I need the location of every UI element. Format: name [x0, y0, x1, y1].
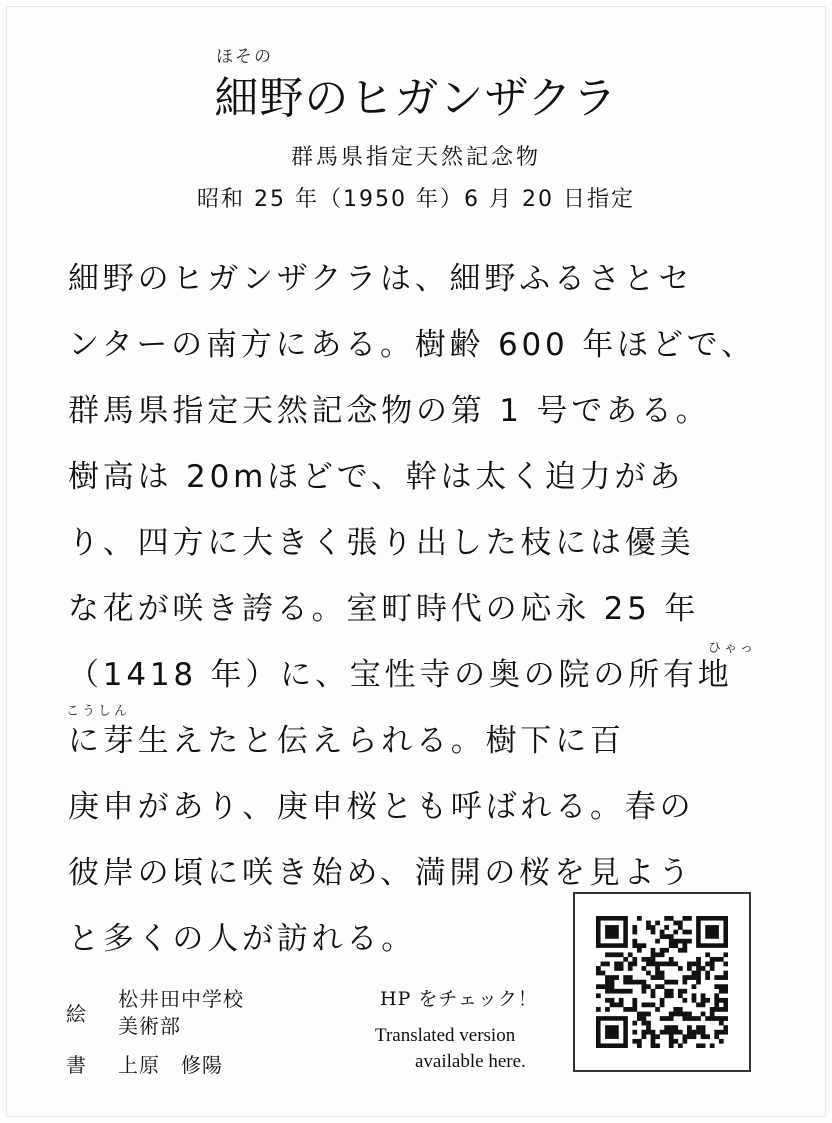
- writing-credit-name: 上原 修陽: [118, 1053, 223, 1077]
- body-line: 群馬県指定天然記念物の第 1 号である。: [68, 393, 711, 429]
- body-line: ンターの南方にある。樹齢 600 年ほどで、: [68, 327, 756, 363]
- picture-credit-school: 松井田中学校: [118, 987, 244, 1011]
- body-line: に芽生えたと伝えられる。樹下に百: [68, 723, 625, 759]
- description-body: [68, 255, 768, 981]
- body-line: 細野のヒガンザクラは、細野ふるさとセ: [68, 261, 694, 297]
- body-line: り、四方に大きく張り出した枝には優美: [68, 525, 695, 561]
- designation-date: 昭和 25 年（1950 年）6 月 20 日指定: [197, 187, 635, 212]
- qr-code[interactable]: [573, 892, 751, 1072]
- ruby-hyakku: ひゃっ: [708, 641, 757, 656]
- body-line: な花が咲き誇る。室町時代の応永 25 年: [68, 591, 700, 627]
- translated-version-text: Translated version: [375, 1025, 516, 1046]
- body-line: 樹高は 20mほどで、幹は太く迫力があ: [68, 459, 685, 495]
- body-line: と多くの人が訪れる。: [68, 921, 416, 957]
- ruby-koushin: こうしん: [66, 704, 131, 719]
- picture-credit-label: 絵: [66, 1002, 86, 1026]
- page-title: 細野のヒガンザクラ: [214, 73, 618, 124]
- available-here-text: available here.: [415, 1051, 526, 1072]
- body-line: 彼岸の頃に咲き始め、満開の桜を見よう: [68, 855, 694, 891]
- writing-credit-label: 書: [66, 1053, 86, 1077]
- body-line: 庚申があり、庚申桜とも呼ばれる。春の: [68, 789, 695, 825]
- title-ruby: ほその: [216, 47, 273, 67]
- body-line: （1418 年）に、宝性寺の奥の院の所有地: [68, 657, 733, 693]
- picture-credit-club: 美術部: [118, 1014, 181, 1038]
- qr-code-pattern: [596, 916, 728, 1048]
- hp-check-text: HP をチェック！: [380, 988, 538, 1010]
- designation-label: 群馬県指定天然記念物: [290, 145, 541, 170]
